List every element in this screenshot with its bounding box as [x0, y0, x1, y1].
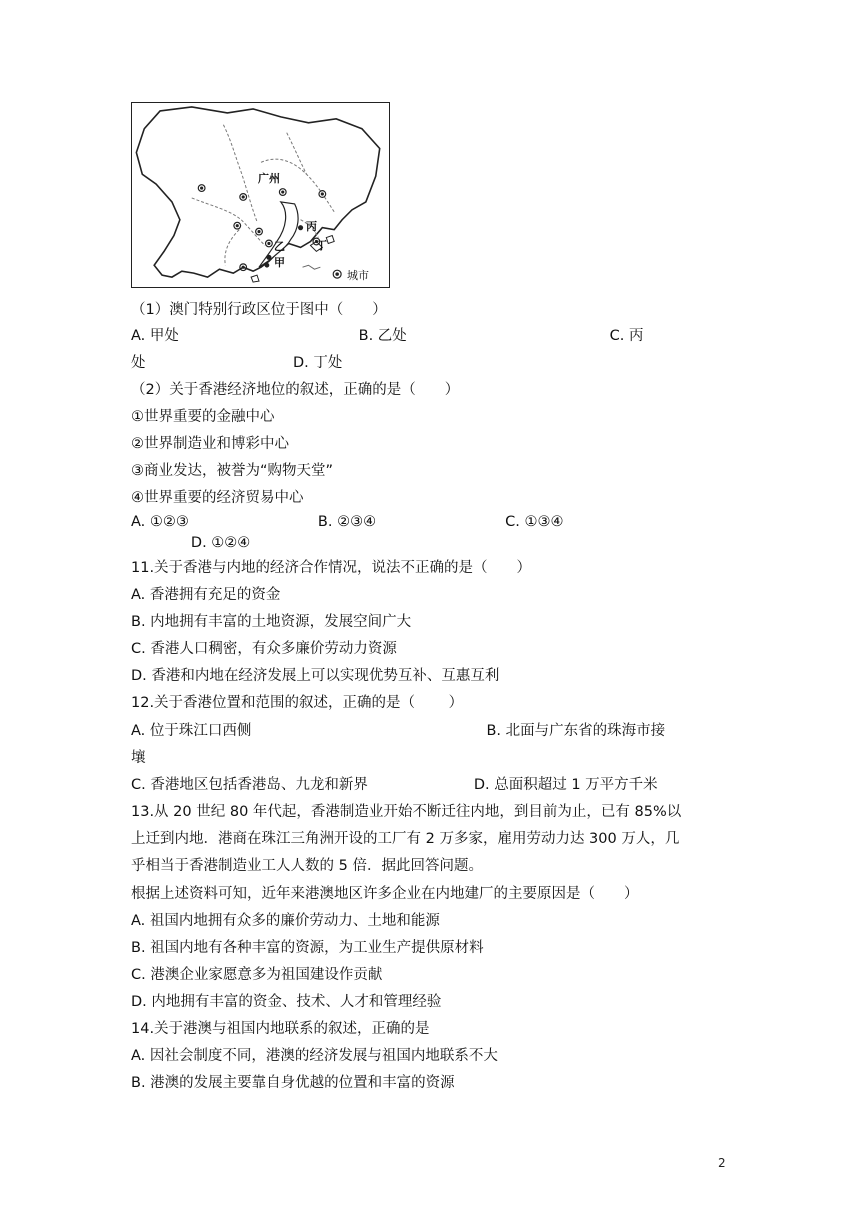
coast-mark — [303, 265, 321, 269]
option-line: D. 内地拥有丰富的资金、技术、人才和管理经验 — [131, 994, 442, 1010]
option-line: 处 D. 丁处 — [131, 355, 343, 371]
option-line: C. 港澳企业家愿意多为祖国建设作贡献 — [131, 967, 383, 983]
option-line: A. 位于珠江口西侧 B. 北面与广东省的珠海市接 — [131, 723, 666, 739]
city-symbol-icon — [333, 270, 341, 278]
option-line: D. ①②④ — [131, 535, 251, 551]
land-outline — [136, 107, 379, 277]
label-yi: 乙 — [274, 240, 285, 253]
label-bing: 丙 — [306, 220, 317, 233]
page-number: 2 — [718, 1156, 726, 1170]
island — [251, 275, 259, 282]
statement-line: ③商业发达，被誉为“购物天堂” — [131, 463, 334, 479]
statement-line: ④世界重要的经济贸易中心 — [131, 490, 304, 506]
option-line: B. 内地拥有丰富的土地资源，发展空间广大 — [131, 614, 412, 630]
question-line: 乎相当于香港制造业工人人数的 5 倍．据此回答问题。 — [131, 858, 483, 874]
option-line: C. 香港人口稠密，有众多廉价劳动力资源 — [131, 641, 397, 657]
question-line: 根据上述资料可知，近年来港澳地区许多企业在内地建厂的主要原因是（ ） — [131, 886, 639, 902]
map-figure — [131, 102, 390, 288]
legend-label: 城市 — [347, 269, 369, 282]
statement-line: ①世界重要的金融中心 — [131, 409, 275, 425]
island — [326, 236, 334, 244]
question-line: 11.关于香港与内地的经济合作情况，说法不正确的是（ ） — [131, 560, 532, 576]
question-line: 上迁到内地．港商在珠江三角洲开设的工厂有 2 万多家，雇用劳动力达 300 万人，几 — [131, 831, 680, 847]
option-line: D. 香港和内地在经济发展上可以实现优势互补、互惠互利 — [131, 668, 500, 684]
option-line: A. ①②③ B. ②③④ C. ①③④ — [131, 514, 564, 530]
option-line: 壤 — [131, 750, 146, 766]
option-line: A. 因社会制度不同，港澳的经济发展与祖国内地联系不大 — [131, 1048, 498, 1064]
option-line: A. 祖国内地拥有众多的廉价劳动力、土地和能源 — [131, 913, 440, 929]
question-line: （2）关于香港经济地位的叙述，正确的是（ ） — [131, 382, 460, 398]
question-line: 14.关于港澳与祖国内地联系的叙述，正确的是 — [131, 1021, 430, 1037]
label-ding: 丁 — [316, 239, 327, 252]
label-guangzhou: 广州 — [258, 172, 280, 185]
option-line: C. 香港地区包括香港岛、九龙和新界 D. 总面积超过 1 万平方千米 — [131, 777, 658, 793]
option-line: B. 港澳的发展主要靠自身优越的位置和丰富的资源 — [131, 1075, 455, 1091]
question-line: （1）澳门特别行政区位于图中（ ） — [131, 302, 387, 318]
option-line: A. 香港拥有充足的资金 — [131, 587, 281, 603]
label-jia: 甲 — [274, 256, 285, 269]
question-line: 12.关于香港位置和范围的叙述，正确的是（ ） — [131, 695, 464, 711]
pearl-river-delta-map — [132, 103, 389, 287]
option-line: B. 祖国内地有各种丰富的资源，为工业生产提供原材料 — [131, 940, 484, 956]
question-line: 13.从 20 世纪 80 年代起，香港制造业开始不断迁往内地，到目前为止，已有 85%以 — [131, 804, 682, 820]
statement-line: ②世界制造业和博彩中心 — [131, 436, 289, 452]
option-line: A. 甲处 B. 乙处 C. 丙 — [131, 328, 644, 344]
